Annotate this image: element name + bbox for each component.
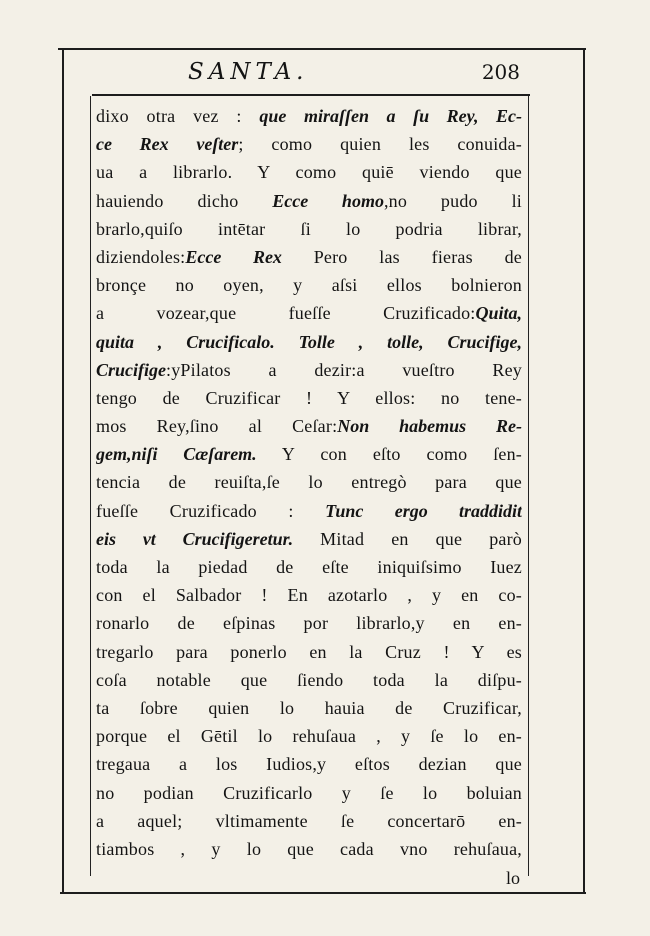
text-line xyxy=(96,187,522,215)
line-text: a vozear,que fueſſe Cruzificado: xyxy=(96,303,476,324)
line-text: ; como quien les conuida- xyxy=(238,134,522,155)
latin-quotation: quita , Crucificalo. Tolle , tolle, Crucifige, xyxy=(96,331,522,352)
latin-quotation: Ecce Rex xyxy=(185,246,282,267)
latin-quotation: Crucifige xyxy=(96,359,166,380)
page-number: 208 xyxy=(481,60,520,84)
line-text: no podian Cruzificarlo y ſe lo boluian xyxy=(96,782,522,803)
line-text: tregarlo para ponerlo en la Cruz ! Y es xyxy=(96,641,522,662)
line-text: coſa notable que ſiendo toda la diſpu- xyxy=(96,669,522,690)
text-line xyxy=(96,384,522,412)
text-line xyxy=(96,440,522,468)
latin-quotation: ce Rex veſter xyxy=(96,134,239,155)
text-line xyxy=(96,215,522,243)
latin-quotation: eis vt Crucifigeretur. xyxy=(96,528,294,549)
text-line xyxy=(96,328,522,356)
line-text: con el Salbador ! En azotarlo , y en co- xyxy=(96,585,522,606)
text-line xyxy=(96,468,522,496)
line-text: tregaua a los Iudios,y eſtos dezian que xyxy=(96,754,522,775)
text-line xyxy=(96,835,522,863)
text-frame-left xyxy=(90,96,91,876)
text-line xyxy=(96,299,522,327)
line-text: tengo de Cruzificar ! Y ellos: no tene- xyxy=(96,387,522,408)
text-line xyxy=(96,638,522,666)
text-line xyxy=(96,666,522,694)
outer-frame-left xyxy=(62,50,64,892)
latin-quotation: Quita, xyxy=(475,303,522,324)
text-line xyxy=(96,807,522,835)
text-line xyxy=(96,243,522,271)
text-line xyxy=(96,356,522,384)
line-text: bronçe no oyen, y aſsi ellos bolnieron xyxy=(96,275,522,296)
line-text: tencia de reuiſta,ſe lo entregò para que xyxy=(96,472,522,493)
line-text: :yPilatos a dezir:a vueſtro Rey xyxy=(166,359,522,380)
line-text: ua a librarlo. Y como quiē viendo que xyxy=(96,162,522,183)
line-text: brarlo,quiſo intētar ſi lo podria librar, xyxy=(96,218,522,239)
text-line xyxy=(96,553,522,581)
text-line xyxy=(96,102,522,130)
top-rule xyxy=(58,48,586,50)
body-text xyxy=(96,102,522,864)
header-rule xyxy=(92,94,530,96)
latin-quotation: Ecce homo xyxy=(272,190,384,211)
line-text: a aquel; vltimamente ſe concertarō en- xyxy=(96,810,522,831)
latin-quotation: gem,niſi Cæſarem. xyxy=(96,444,257,465)
latin-quotation: Non habemus Re- xyxy=(337,416,522,437)
line-text: fueſſe Cruzificado : xyxy=(96,500,326,521)
text-line xyxy=(96,779,522,807)
line-text: diziendoles: xyxy=(96,246,186,267)
line-text: mos Rey,ſino al Ceſar: xyxy=(96,416,338,437)
outer-frame-right xyxy=(583,50,585,892)
bottom-rule xyxy=(60,892,586,894)
text-line xyxy=(96,158,522,186)
latin-quotation: Tunc ergo traddidit xyxy=(325,500,522,521)
text-frame-right xyxy=(528,96,529,876)
text-line xyxy=(96,130,522,158)
line-text: ronarlo de eſpinas por librarlo,y en en- xyxy=(96,613,522,634)
line-text: Pero las fieras de xyxy=(281,246,522,267)
catchword: lo xyxy=(505,868,520,888)
text-line xyxy=(96,750,522,778)
text-line xyxy=(96,525,522,553)
text-line xyxy=(96,497,522,525)
line-text: ,no pudo li xyxy=(383,190,522,211)
text-line xyxy=(96,271,522,299)
line-text: Mitad en que parò xyxy=(293,528,522,549)
line-text: tiambos , y lo que cada vno rehuſaua, xyxy=(96,838,522,859)
line-text: porque el Gētil lo rehuſaua , y ſe lo en- xyxy=(96,726,522,747)
line-text: Y con eſto como ſen- xyxy=(256,444,522,465)
text-line xyxy=(96,581,522,609)
running-head: SANTA. xyxy=(188,59,309,85)
text-line xyxy=(96,412,522,440)
line-text: dixo otra vez : xyxy=(96,106,260,126)
text-line xyxy=(96,609,522,637)
line-text: hauiendo dicho xyxy=(96,190,273,211)
line-text: toda la piedad de eſte iniquiſsimo Iuez xyxy=(96,557,522,577)
text-line xyxy=(96,722,522,750)
latin-quotation: que miraſſen a ſu Rey, Ec- xyxy=(259,106,522,126)
text-line xyxy=(96,694,522,722)
line-text: ta ſobre quien lo hauia de Cruzificar, xyxy=(96,697,522,718)
